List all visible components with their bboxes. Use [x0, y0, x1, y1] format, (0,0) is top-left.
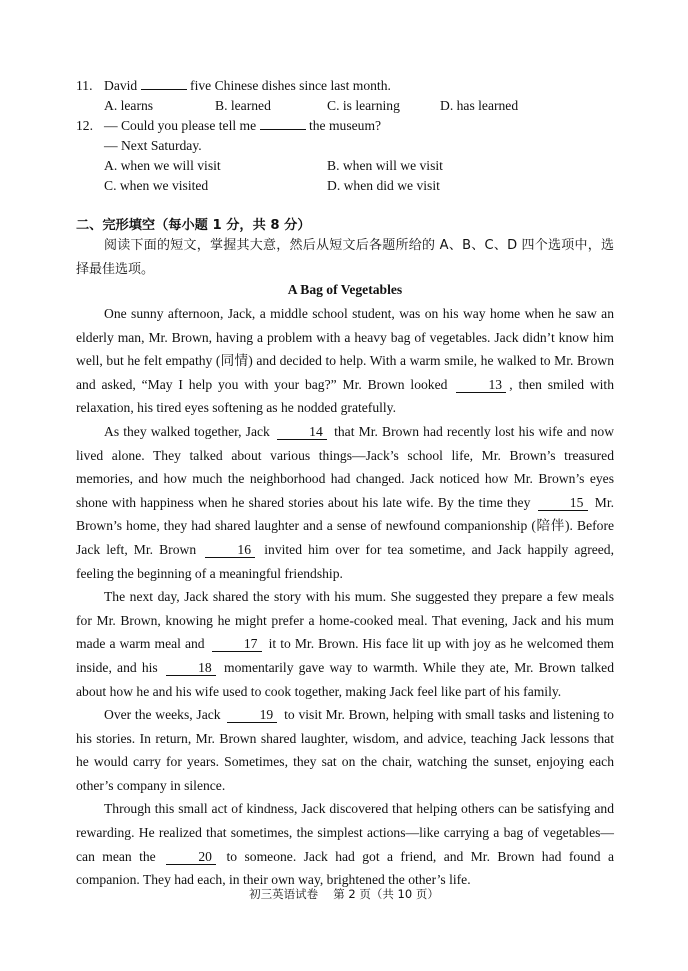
passage-text: to visit Mr. Brown, helping with small tasks and listening to his stories. In return, Mr. Brown shared laughter, wisdom, and advice, teaching Jack lessons that he would carry for years. Sometimes, they sat on the chair, watching the sunset, enjoying each other’s company in silence.: [76, 707, 614, 793]
option-a: A. when we will visit: [104, 158, 221, 173]
passage-text: , then smiled with relaxation, his tired eyes softening as he nodded gratefully.: [76, 376, 614, 416]
passage-paragraph-2: [76, 420, 614, 585]
cloze-blank-16: 16: [205, 543, 255, 558]
question-text-before: David: [104, 78, 138, 93]
question-12-options-row-1: [104, 158, 604, 176]
question-12-reply: — Next Saturday.: [104, 138, 202, 153]
passage-text: invited him over for tea sometime, and Jack happily agreed, feeling the beginning of a meaningful friendship.: [76, 541, 614, 581]
question-11-stem: [76, 78, 391, 94]
option-a: A. learns: [104, 98, 154, 113]
option-d: D. has learned: [440, 98, 519, 113]
passage-text: Mr. Brown’s home, they had shared laughter and a sense of newfound companionship (陪伴). Before Jack left, Mr. Brown: [76, 494, 614, 557]
answer-blank: [141, 78, 187, 90]
passage-text: Over the weeks, Jack: [104, 707, 221, 723]
question-text-after: the museum?: [308, 118, 382, 133]
section-instructions: 阅读下面的短文，掌握其大意，然后从短文后各题所给的 A、B、C、D 四个选项中，选择最佳选项。: [76, 238, 614, 277]
option-b: B. learned: [215, 98, 271, 113]
question-11-options: [104, 98, 604, 116]
question-number: 11.: [76, 78, 93, 93]
page-footer: 初三英语试卷 第 2 页（共 10 页）: [249, 887, 439, 901]
section-heading: 二、完形填空（每小题 1 分，共 8 分）: [76, 218, 311, 233]
passage-text: The next day, Jack shared the story with his mum. She suggested they prepare a few meals for Mr. Brown, knowing he might prefer a home-cooked meal. That evening, Jack and his mum made a warm meal and: [76, 589, 614, 652]
passage-text: it to Mr. Brown. His face lit up with joy as he welcomed them inside, and his: [76, 636, 614, 675]
passage-text: One sunny afternoon, Jack, a middle school student, was on his way home when he saw an elderly man, Mr. Brown, having a problem with a heavy bag of vegetables. Jack didn’t know him well, but he felt empathy (同情) and decided to help. With a warm smile, he walked to Mr. Brown and asked, “May I help you with your bag?” Mr. Brown looked: [76, 306, 614, 392]
cloze-blank-17: 17: [212, 637, 262, 652]
cloze-blank-19: 19: [227, 708, 277, 723]
passage-paragraph-3: [76, 585, 614, 703]
question-text-after: five Chinese dishes since last month.: [190, 78, 391, 93]
passage-text: to someone. Jack had got a friend, and Mr. Brown had found a companion. They had each, in their own way, brightened the other’s life.: [76, 848, 614, 888]
passage-paragraph-4: [76, 703, 614, 797]
passage-text: momentarily gave way to warmth. While they ate, Mr. Brown talked about how he and his wife used to cook together, making Jack feel like part of his family.: [76, 659, 614, 699]
question-12-options-row-2: [104, 178, 604, 196]
option-b: B. when will we visit: [327, 158, 443, 173]
option-c: C. is learning: [327, 98, 400, 113]
cloze-blank-18: 18: [166, 661, 216, 676]
passage-text: that Mr. Brown had recently lost his wife and now lived alone. They talked about various things—Jack’s school life, Mr. Brown’s treasured memories, and how much the neighborhood had changed. Jack noticed how Mr. Brown’s eyes shone with happiness when he shared stories about his late wife. By the time they: [76, 423, 615, 510]
passage-paragraph-5: [76, 797, 614, 891]
passage-text: Through this small act of kindness, Jack discovered that helping others can be satisfying and rewarding. He realized that sometimes, the simplest actions—like carrying a bag of vegetables—can mean the: [76, 801, 614, 864]
question-number: 12.: [76, 118, 93, 133]
option-d: D. when did we visit: [327, 178, 440, 193]
question-12-stem: [76, 118, 381, 134]
cloze-blank-15: 15: [538, 496, 588, 511]
passage-text: As they walked together, Jack: [104, 423, 270, 439]
cloze-blank-20: 20: [166, 850, 216, 865]
option-c: C. when we visited: [104, 178, 209, 193]
passage-body: [76, 302, 614, 892]
cloze-blank-13: 13: [456, 378, 506, 393]
passage-title: A Bag of Vegetables: [287, 282, 403, 297]
passage-paragraph-1: [76, 302, 614, 420]
answer-blank: [260, 118, 306, 130]
cloze-blank-14: 14: [277, 425, 327, 440]
question-text-before: — Could you please tell me: [104, 118, 257, 133]
